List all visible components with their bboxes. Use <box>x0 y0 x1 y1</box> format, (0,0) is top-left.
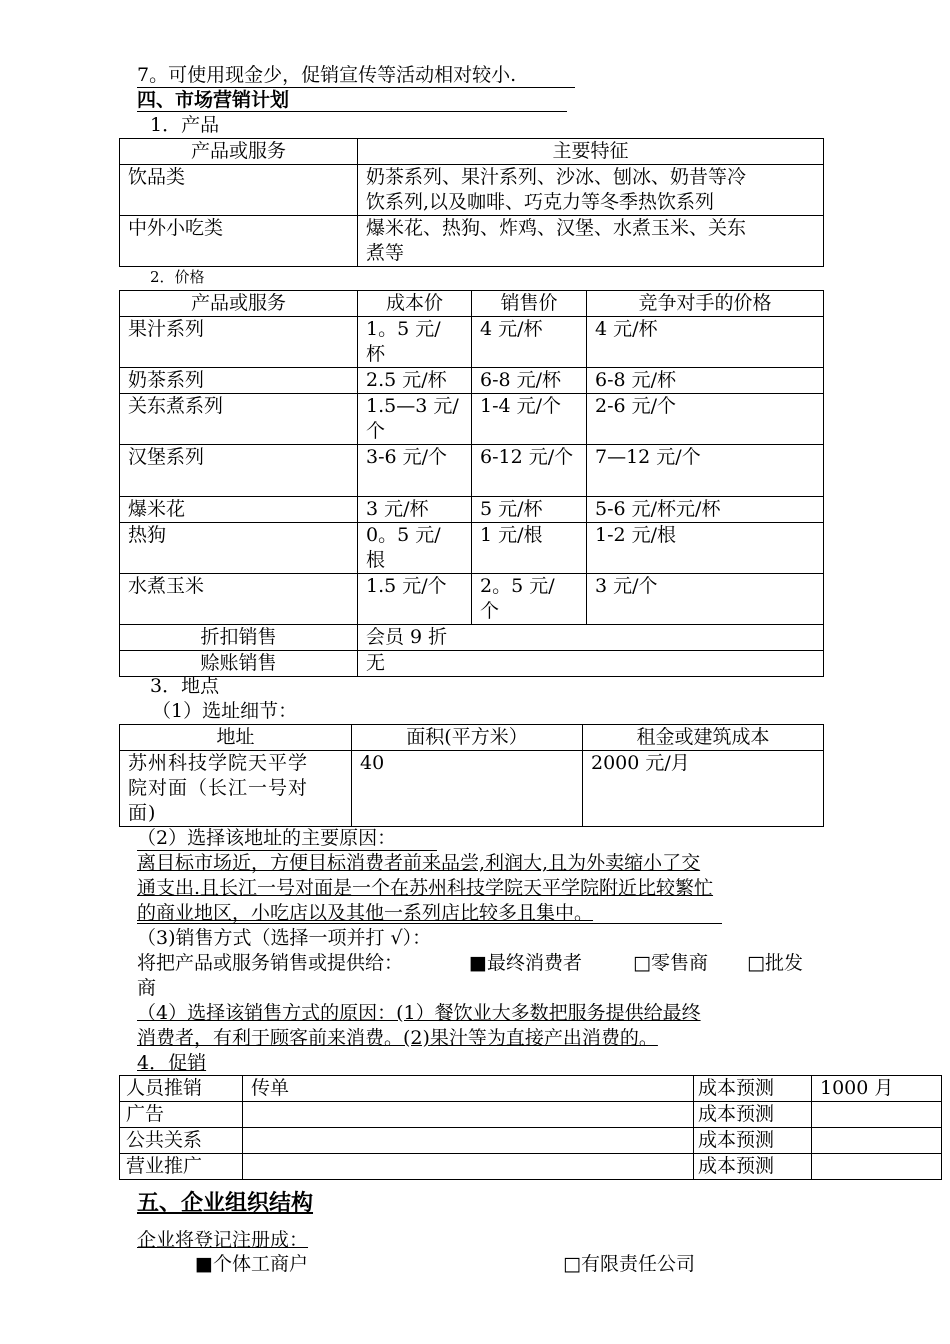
price-cost: 3 元/杯 <box>358 497 472 523</box>
place-header-row <box>120 725 824 751</box>
option-limited-company[interactable]: □有限责任公司 <box>563 1253 695 1275</box>
credit-value: 无 <box>358 651 824 677</box>
place-address <box>120 751 352 827</box>
price-product: 汉堡系列 <box>120 445 358 497</box>
credit-row <box>120 651 824 677</box>
price-sale <box>472 317 587 368</box>
product-desc-line: 爆米花、热狗、炸鸡、汉堡、水煮玉米、关东 <box>366 217 747 239</box>
table-row <box>120 523 824 574</box>
price-cost <box>358 523 472 574</box>
price-header-sale: 销售价 <box>472 291 587 317</box>
intro-line: 7。可使用现金少，促销宣传等活动相对较小. <box>137 64 517 86</box>
price-table <box>119 290 824 677</box>
price-cost-line: 根 <box>366 549 386 571</box>
price-product: 热狗 <box>120 523 358 574</box>
reason-line: 的商业地区，小吃店以及其他一系列店比较多且集中。 <box>137 902 594 924</box>
table-row <box>120 394 824 445</box>
table-row <box>120 574 824 625</box>
place-header-address: 地址 <box>120 725 352 751</box>
place-sub1: （1）选址细节： <box>152 700 298 722</box>
promo-type: 营业推广 <box>120 1154 243 1180</box>
price-heading: 2．价格 <box>150 268 205 286</box>
section4-title: 四、市场营销计划 <box>137 89 290 111</box>
price-product: 爆米花 <box>120 497 358 523</box>
price-cost <box>358 317 472 368</box>
place-header-area: 面积(平方米） <box>352 725 583 751</box>
product-desc-line: 奶茶系列、果汁系列、沙冰、刨冰、奶昔等冷 <box>366 166 747 188</box>
promo-type: 人员推销 <box>120 1076 243 1102</box>
table-row <box>120 751 824 827</box>
table-row <box>120 165 824 216</box>
price-sale: 6-8 元/杯 <box>472 368 587 394</box>
promo-table <box>119 1075 942 1180</box>
sales-prompt: 将把产品或服务销售或提供给： <box>137 952 404 974</box>
price-competitor: 6-8 元/杯 <box>587 368 824 394</box>
price-sale-line: 4 元/杯 <box>480 318 543 340</box>
promo-cost-value: 1000 月 <box>812 1076 942 1102</box>
product-header-row <box>120 139 824 165</box>
place-address-line: 面) <box>128 802 157 824</box>
price-sale <box>472 574 587 625</box>
price-competitor: 4 元/杯 <box>587 317 824 368</box>
table-row <box>120 216 824 267</box>
price-competitor: 3 元/个 <box>587 574 824 625</box>
option-individual-business[interactable]: ■个体工商户 <box>195 1253 308 1275</box>
price-sale: 1-4 元/个 <box>472 394 587 445</box>
price-cost-line: 1.5—3 元/ <box>366 395 459 417</box>
product-desc-line: 煮等 <box>366 242 405 264</box>
option-retailer[interactable]: □零售商 <box>633 952 708 974</box>
register-label: 企业将登记注册成： <box>137 1229 309 1251</box>
reason-line: 通支出.且长江一号对面是一个在苏州科技学院天平学院附近比较繁忙 <box>137 877 714 899</box>
product-table <box>119 138 824 267</box>
sales-reason-line: 消费者，有利于顾客前来消费。(2)果汁等为直接产出消费的。 <box>137 1027 658 1049</box>
credit-label: 赊账销售 <box>120 651 358 677</box>
price-sale: 1 元/根 <box>472 523 587 574</box>
promo-cost-value <box>812 1128 942 1154</box>
product-heading: 1．产品 <box>150 114 220 136</box>
promo-cost-value <box>812 1154 942 1180</box>
price-header-row <box>120 291 824 317</box>
product-name: 饮品类 <box>120 165 358 216</box>
price-product: 果汁系列 <box>120 317 358 368</box>
discount-row <box>120 625 824 651</box>
place-address-line: 苏州科技学院天平学 <box>128 752 309 774</box>
price-cost-line: 杯 <box>366 343 386 365</box>
price-product: 奶茶系列 <box>120 368 358 394</box>
price-sale-line: 个 <box>480 600 500 622</box>
table-row <box>120 497 824 523</box>
promo-desc <box>243 1102 694 1128</box>
section5-title: 五、企业组织结构 <box>137 1190 314 1216</box>
price-competitor: 7—12 元/个 <box>587 445 824 497</box>
table-row <box>120 1154 942 1180</box>
option-final-consumer[interactable]: ■最终消费者 <box>469 952 582 974</box>
price-competitor: 2-6 元/个 <box>587 394 824 445</box>
place-heading: 3．地点 <box>150 675 220 697</box>
discount-label: 折扣销售 <box>120 625 358 651</box>
reason-line: 离目标市场近，方便目标消费者前来品尝,利润大,且为外卖缩小了交 <box>137 852 701 874</box>
reason-underline <box>137 923 722 924</box>
table-row <box>120 368 824 394</box>
place-header-rent: 租金或建筑成本 <box>583 725 824 751</box>
price-cost-line: 0。5 元/ <box>366 524 441 546</box>
price-cost: 3-6 元/个 <box>358 445 472 497</box>
promo-cost-value <box>812 1102 942 1128</box>
price-header-cost: 成本价 <box>358 291 472 317</box>
discount-value: 会员 9 折 <box>358 625 824 651</box>
place-sub2: （2）选择该地址的主要原因： <box>137 827 397 849</box>
place-rent: 2000 元/月 <box>583 751 824 827</box>
price-header-competitor: 竞争对手的价格 <box>587 291 824 317</box>
table-row <box>120 1128 942 1154</box>
price-competitor: 1-2 元/根 <box>587 523 824 574</box>
promo-cost-label: 成本预测 <box>694 1076 812 1102</box>
product-header-name: 产品或服务 <box>120 139 358 165</box>
section4-title-underline <box>137 111 567 112</box>
price-sale-line: 2。5 元/ <box>480 575 555 597</box>
price-cost: 1.5 元/个 <box>358 574 472 625</box>
product-name: 中外小吃类 <box>120 216 358 267</box>
option-wholesaler-wrap: 商 <box>137 977 157 999</box>
table-row <box>120 445 824 497</box>
promo-desc <box>243 1128 694 1154</box>
table-row <box>120 1076 942 1102</box>
product-desc <box>358 216 824 267</box>
price-sale: 6-12 元/个 <box>472 445 587 497</box>
place-area: 40 <box>352 751 583 827</box>
table-row <box>120 317 824 368</box>
promo-type: 公共关系 <box>120 1128 243 1154</box>
promo-desc: 传单 <box>243 1076 694 1102</box>
place-sub3: （3)销售方式（选择一项并打 √）： <box>137 927 432 949</box>
table-row <box>120 1102 942 1128</box>
option-wholesaler[interactable]: □批发 <box>747 952 803 974</box>
place-address-line: 院对面（长江一号对 <box>128 777 309 799</box>
sales-reason-line: （4）选择该销售方式的原因：(1）餐饮业大多数把服务提供给最终 <box>137 1002 701 1024</box>
product-desc-line: 饮系列,以及咖啡、巧克力等冬季热饮系列 <box>366 191 715 213</box>
promo-desc <box>243 1154 694 1180</box>
price-product: 关东煮系列 <box>120 394 358 445</box>
product-desc <box>358 165 824 216</box>
price-sale: 5 元/杯 <box>472 497 587 523</box>
promo-heading: 4．促销 <box>137 1052 207 1074</box>
promo-cost-label: 成本预测 <box>694 1154 812 1180</box>
price-cost-line: 个 <box>366 420 386 442</box>
promo-cost-label: 成本预测 <box>694 1102 812 1128</box>
price-header-product: 产品或服务 <box>120 291 358 317</box>
price-cost: 2.5 元/杯 <box>358 368 472 394</box>
price-competitor: 5-6 元/杯元/杯 <box>587 497 824 523</box>
product-header-feature: 主要特征 <box>358 139 824 165</box>
price-product: 水煮玉米 <box>120 574 358 625</box>
place-table <box>119 724 824 827</box>
promo-type: 广告 <box>120 1102 243 1128</box>
price-cost <box>358 394 472 445</box>
price-cost-line: 1。5 元/ <box>366 318 441 340</box>
promo-cost-label: 成本预测 <box>694 1128 812 1154</box>
